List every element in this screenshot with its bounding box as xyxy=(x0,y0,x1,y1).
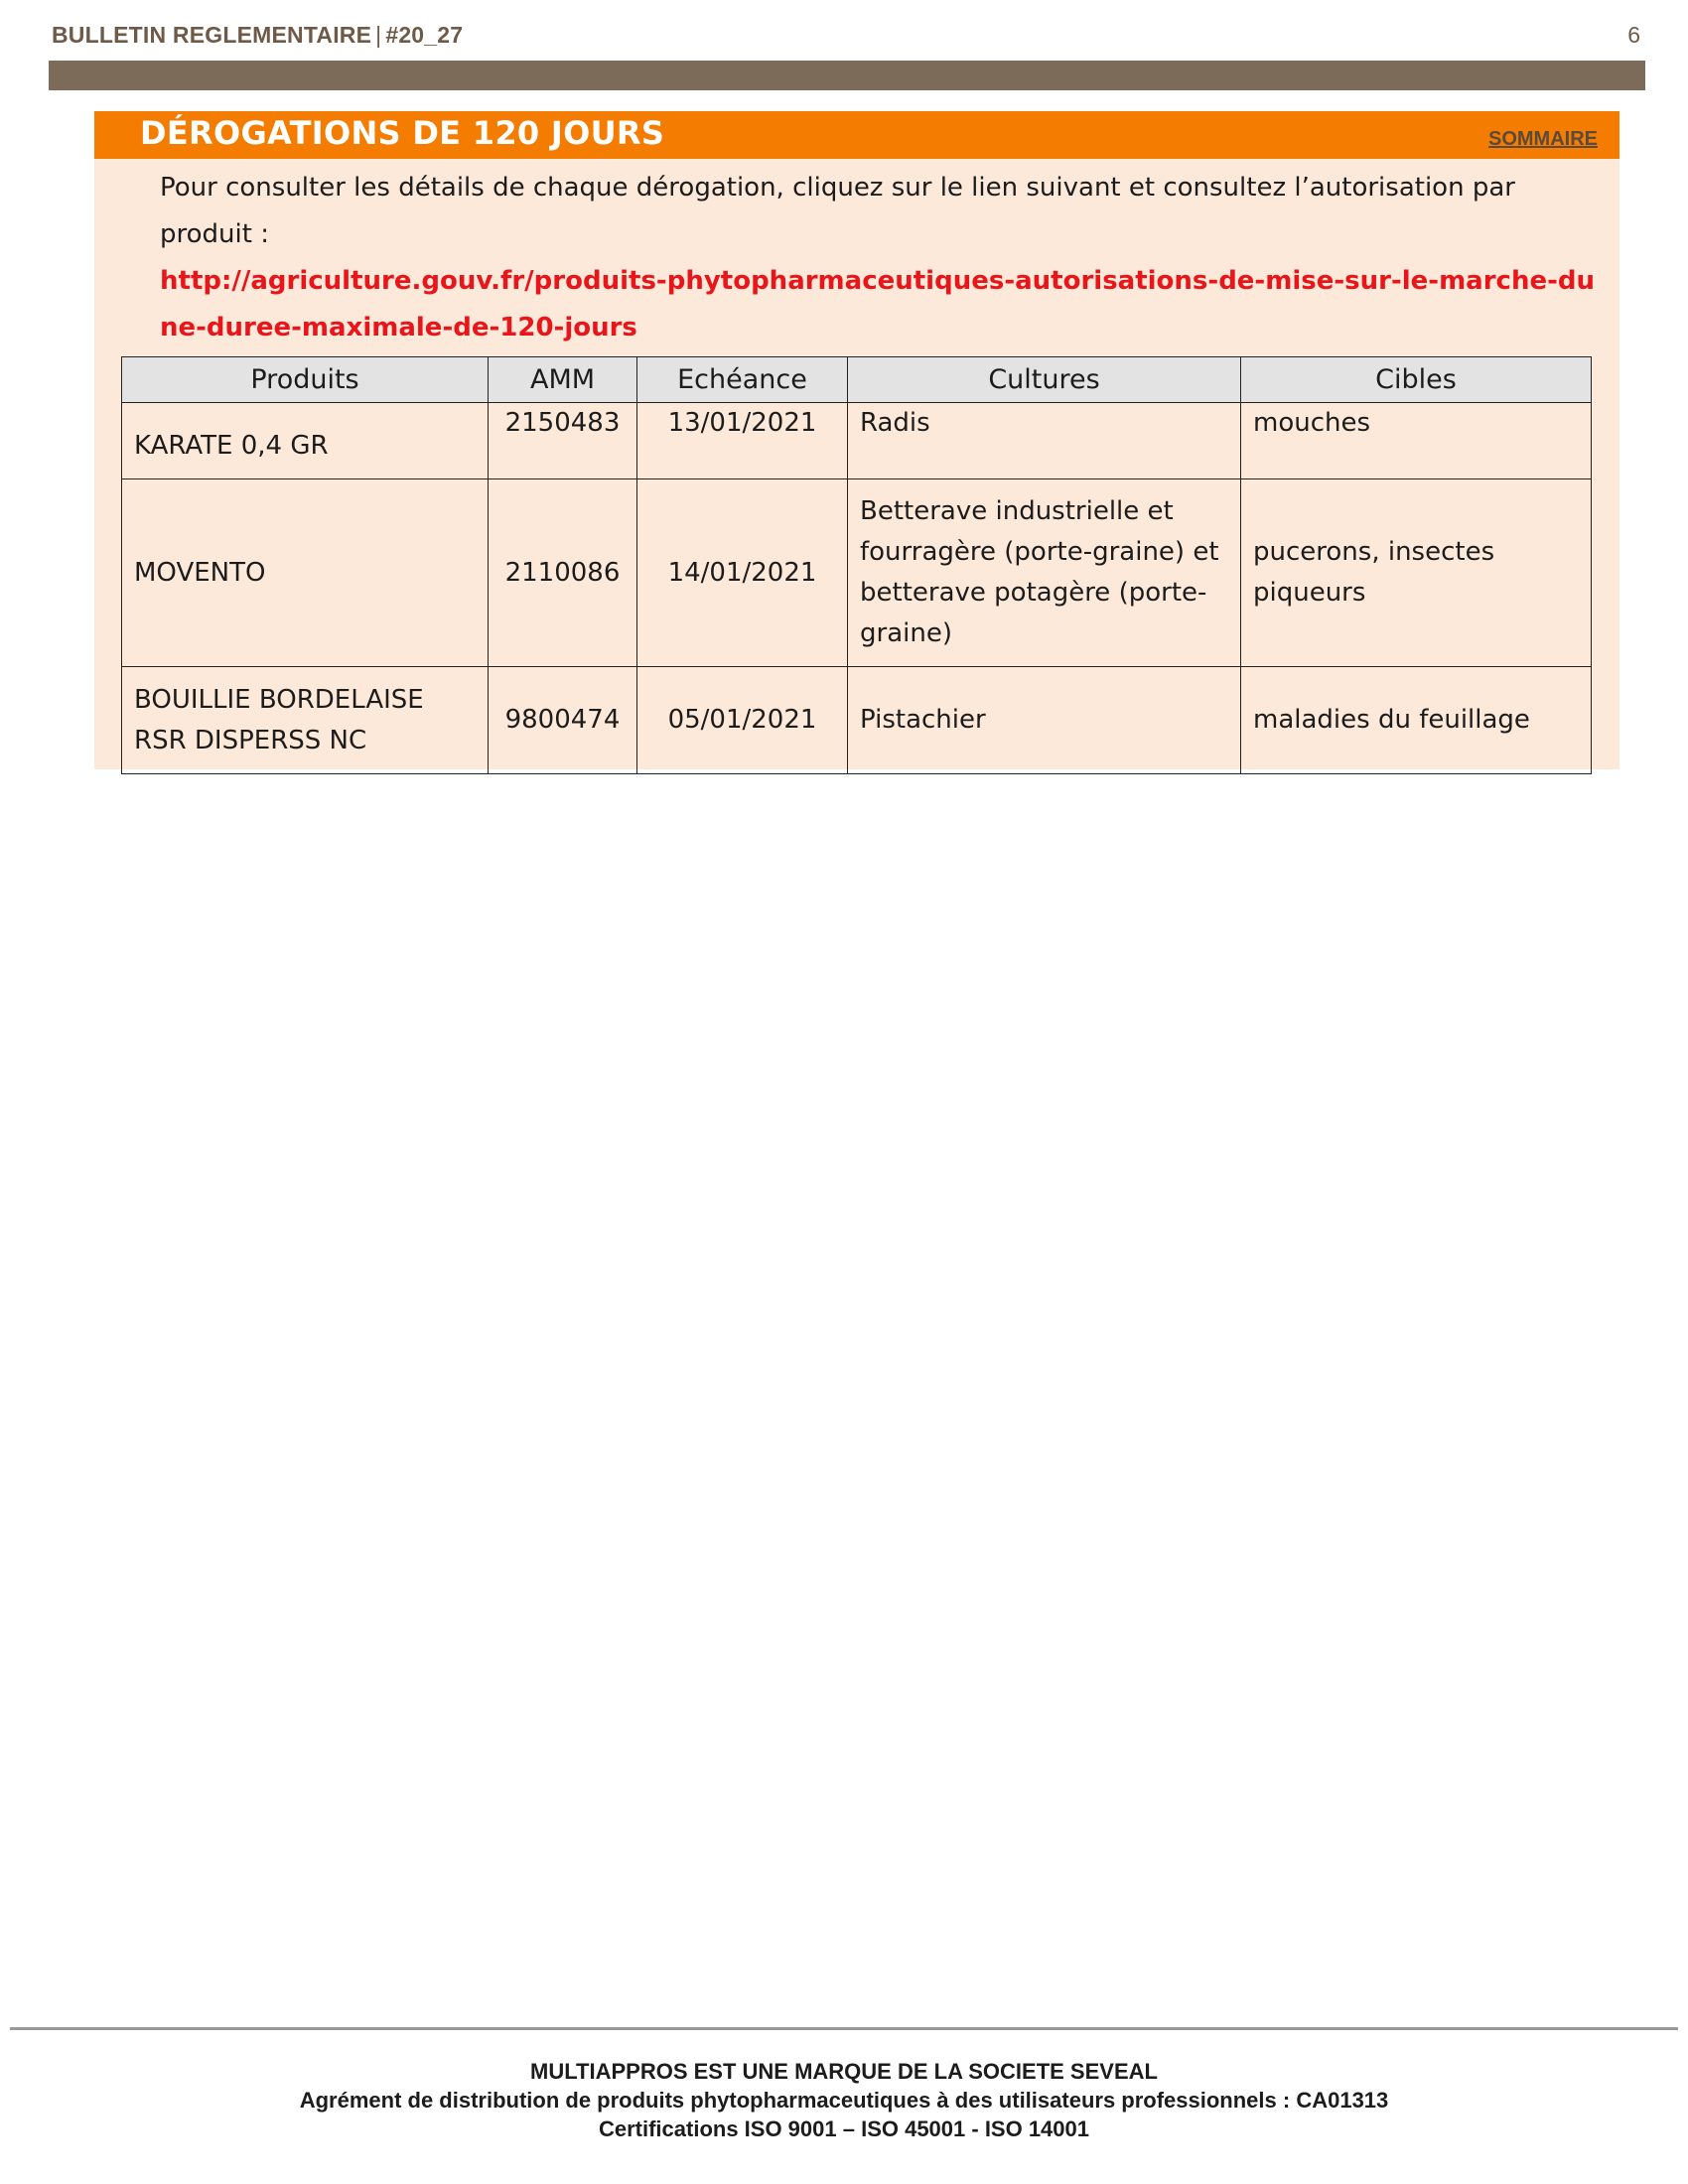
intro-text: Pour consulter les détails de chaque dérogation, cliquez sur le lien suivant et consultez l’autorisation par produit : xyxy=(160,173,1515,249)
intro-paragraph xyxy=(160,165,1600,351)
cell-echeance: 05/01/2021 xyxy=(637,667,848,774)
section-title: DÉROGATIONS DE 120 JOURS xyxy=(140,114,665,152)
sommaire-link[interactable]: SOMMAIRE xyxy=(1488,128,1598,150)
page-footer xyxy=(0,2057,1688,2143)
column-header-amm: AMM xyxy=(489,357,637,403)
cell-cibles: maladies du feuillage xyxy=(1241,667,1592,774)
column-header-cultures: Cultures xyxy=(848,357,1241,403)
table-header-row xyxy=(122,357,1592,403)
table-row xyxy=(122,479,1592,667)
cell-cibles: pucerons, insectes piqueurs xyxy=(1241,479,1592,667)
derogations-section xyxy=(94,111,1619,769)
footer-agrement-line: Agrément de distribution de produits phytopharmaceutiques à des utilisateurs professionnels : CA01313 xyxy=(299,2088,1389,2113)
header-divider-bar xyxy=(49,61,1645,90)
cell-amm: 9800474 xyxy=(489,667,637,774)
table-row xyxy=(122,667,1592,774)
section-banner xyxy=(94,111,1619,159)
footer-divider xyxy=(10,2027,1678,2030)
derogations-table xyxy=(121,356,1592,774)
cell-produit: KARATE 0,4 GR xyxy=(122,403,489,479)
cell-amm: 2150483 xyxy=(489,403,637,479)
cell-amm: 2110086 xyxy=(489,479,637,667)
header-separator: | xyxy=(375,22,382,48)
page-number: 6 xyxy=(1627,22,1640,48)
page-header xyxy=(50,22,1644,56)
bulletin-issue: #20_27 xyxy=(385,22,464,48)
cell-produit: BOUILLIE BORDELAISE RSR DISPERSS NC xyxy=(122,667,489,774)
cell-cultures: Betterave industrielle et fourragère (porte-graine) et betterave potagère (porte-graine) xyxy=(848,479,1241,667)
cell-cultures: Radis xyxy=(848,403,1241,479)
cell-produit: MOVENTO xyxy=(122,479,489,667)
bulletin-label: BULLETIN REGLEMENTAIRE xyxy=(52,22,372,48)
table-row xyxy=(122,403,1592,479)
footer-certifications-line: Certifications ISO 9001 – ISO 45001 - ISO 14001 xyxy=(598,2116,1090,2141)
cell-cultures: Pistachier xyxy=(848,667,1241,774)
column-header-produits: Produits xyxy=(122,357,489,403)
footer-brand-line: MULTIAPPROS EST UNE MARQUE DE LA SOCIETE SEVEAL xyxy=(530,2059,1158,2084)
cell-echeance: 13/01/2021 xyxy=(637,403,848,479)
cell-cibles: mouches xyxy=(1241,403,1592,479)
derogation-link[interactable]: http://agriculture.gouv.fr/produits-phytopharmaceutiques-autorisations-de-mise-sur-le-marche-dune-duree-maximale-de-120-jours xyxy=(160,266,1595,342)
cell-echeance: 14/01/2021 xyxy=(637,479,848,667)
column-header-cibles: Cibles xyxy=(1241,357,1592,403)
bulletin-title xyxy=(52,22,463,49)
column-header-echeance: Echéance xyxy=(637,357,848,403)
